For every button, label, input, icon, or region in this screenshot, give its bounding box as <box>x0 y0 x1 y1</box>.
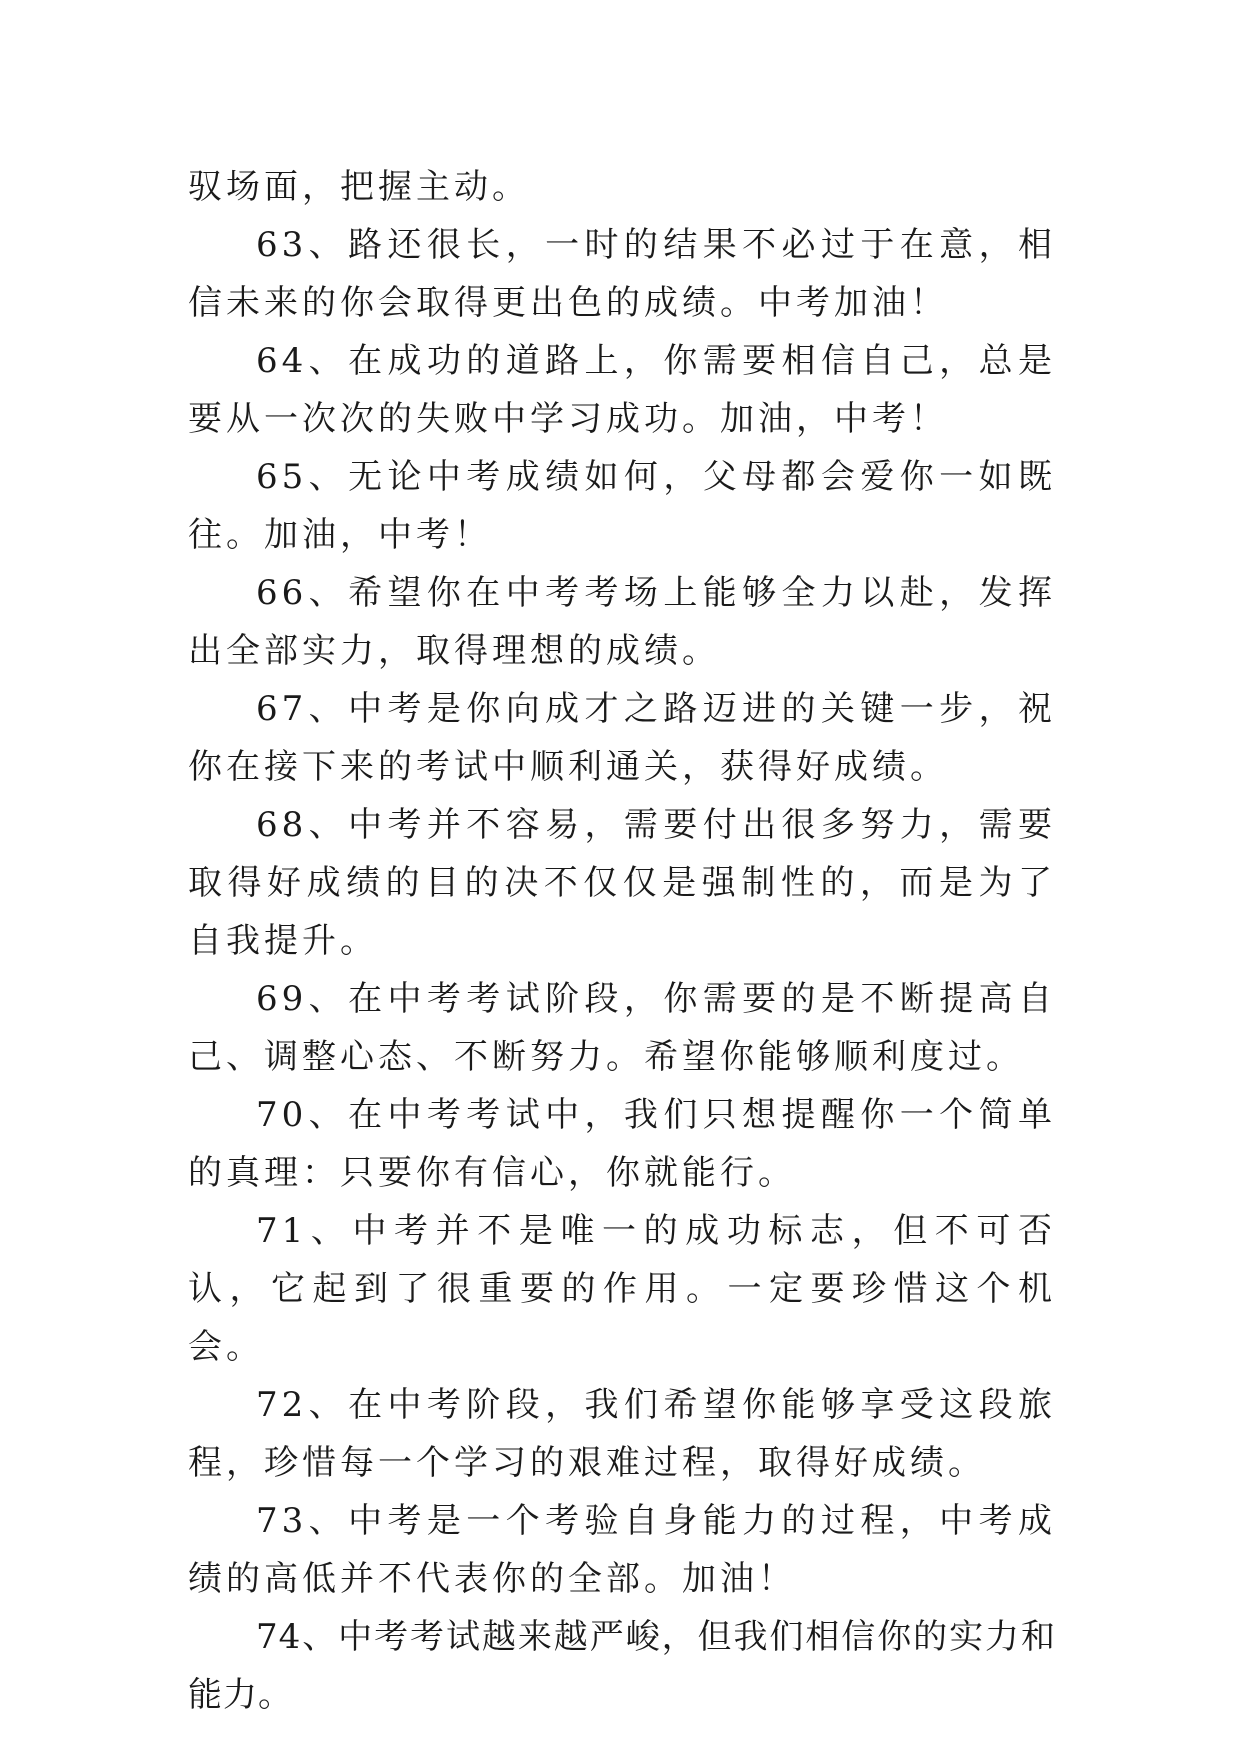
paragraph-67: 67、中考是你向成才之路迈进的关键一步，祝你在接下来的考试中顺利通关，获得好成绩。 <box>188 689 1056 787</box>
paragraph-continuation: 驭场面，把握主动。 <box>188 167 530 207</box>
paragraph-64: 64、在成功的道路上，你需要相信自己，总是要从一次次的失败中学习成功。加油，中考！ <box>188 341 1056 439</box>
paragraph-68: 68、中考并不容易，需要付出很多努力，需要取得好成绩的目的决不仅仅是强制性的，而是为了自我提升。 <box>188 805 1056 961</box>
paragraph-74: 74、中考考试越来越严峻，但我们相信你的实力和能力。 <box>188 1617 1056 1715</box>
paragraph-71: 71、中考并不是唯一的成功标志，但不可否认，它起到了很重要的作用。一定要珍惜这个机会。 <box>188 1211 1056 1367</box>
paragraph-72: 72、在中考阶段，我们希望你能够享受这段旅程，珍惜每一个学习的艰难过程，取得好成绩。 <box>188 1385 1056 1483</box>
paragraph-65: 65、无论中考成绩如何，父母都会爱你一如既往。加油，中考！ <box>188 457 1056 555</box>
paragraph-66: 66、希望你在中考考场上能够全力以赴，发挥出全部实力，取得理想的成绩。 <box>188 573 1056 671</box>
paragraph-69: 69、在中考考试阶段，你需要的是不断提高自己、调整心态、不断努力。希望你能够顺利度过。 <box>188 979 1056 1077</box>
document-body <box>188 158 1056 1724</box>
paragraph-73: 73、中考是一个考验自身能力的过程，中考成绩的高低并不代表你的全部。加油！ <box>188 1501 1056 1599</box>
paragraph-63: 63、路还很长，一时的结果不必过于在意，相信未来的你会取得更出色的成绩。中考加油！ <box>188 225 1056 323</box>
paragraph-70: 70、在中考考试中，我们只想提醒你一个简单的真理：只要你有信心，你就能行。 <box>188 1095 1056 1193</box>
